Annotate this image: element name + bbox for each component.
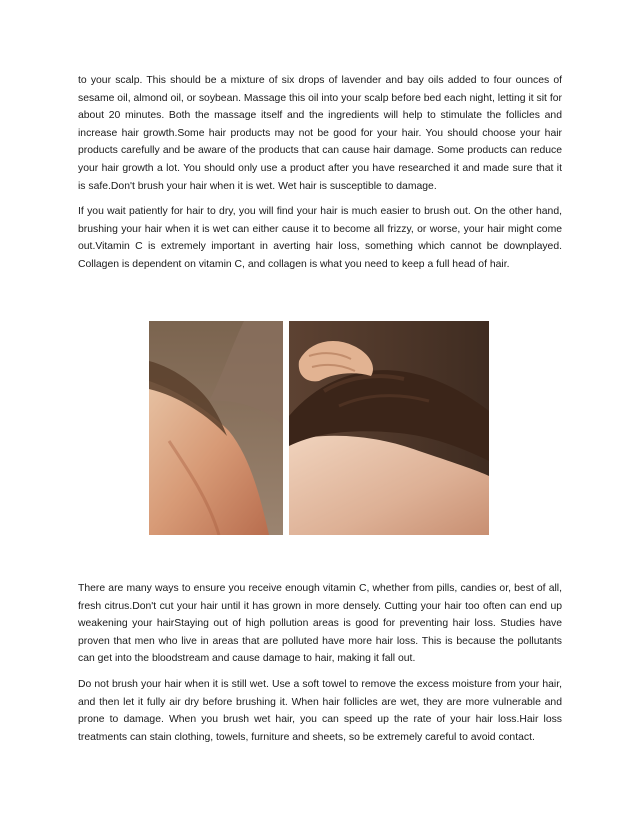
text-block-bottom (78, 580, 562, 754)
hair-loss-photo (149, 321, 489, 535)
panel-divider (283, 321, 289, 535)
paragraph: Do not brush your hair when it is still wet. Use a soft towel to remove the excess moisture from your hair, and then let it fully air dry before brushing it. When hair follicles are wet, they are more vulnerable and prone to damage. When you brush wet hair, you can speed up the rate of your hair loss.Hair loss treatments can stain clothing, towels, furniture and sheets, so be extremely careful to avoid contact. (78, 678, 562, 743)
paragraph: There are many ways to ensure you receive enough vitamin C, whether from pills, candies or, best of all, fresh citrus.Don't cut your hair until it has grown in more densely. Cutting your hair too often can end up weakening your hairStaying out of high pollution areas is good for preventing hair loss. Studies have proven that men who live in areas that are polluted have more hair loss. This is because the pollutants can get into the bloodstream and cause damage to hair, making it fall out. (78, 583, 562, 665)
paragraph: If you wait patiently for hair to dry, you will find your hair is much easier to brush out. On the other hand, brushing your hair when it is wet can either cause it to become all frizzy, or worse, your hair might come out.Vitamin C is extremely important in averting hair loss, something which cannot be downplayed. Collagen is dependent on vitamin C, and collagen is what you need to keep a full head of hair. (78, 206, 562, 270)
text-block-top (78, 72, 562, 282)
paragraph: to your scalp. This should be a mixture of six drops of lavender and bay oils added to four ounces of sesame oil, almond oil, or soybean. Massage this oil into your scalp before bed each night, letting it sit for about 20 minutes. Both the massage itself and the ingredients will help to stimulate the follicles and increase hair growth.Some hair products may not be good for your hair. You should choose your hair products carefully and be aware of the products that can cause hair damage. Some products can reduce your hair growth a lot. You should only use a product after you have researched it and made sure that it is safe.Don't brush your hair when it is wet. Wet hair is susceptible to damage. (78, 75, 562, 192)
